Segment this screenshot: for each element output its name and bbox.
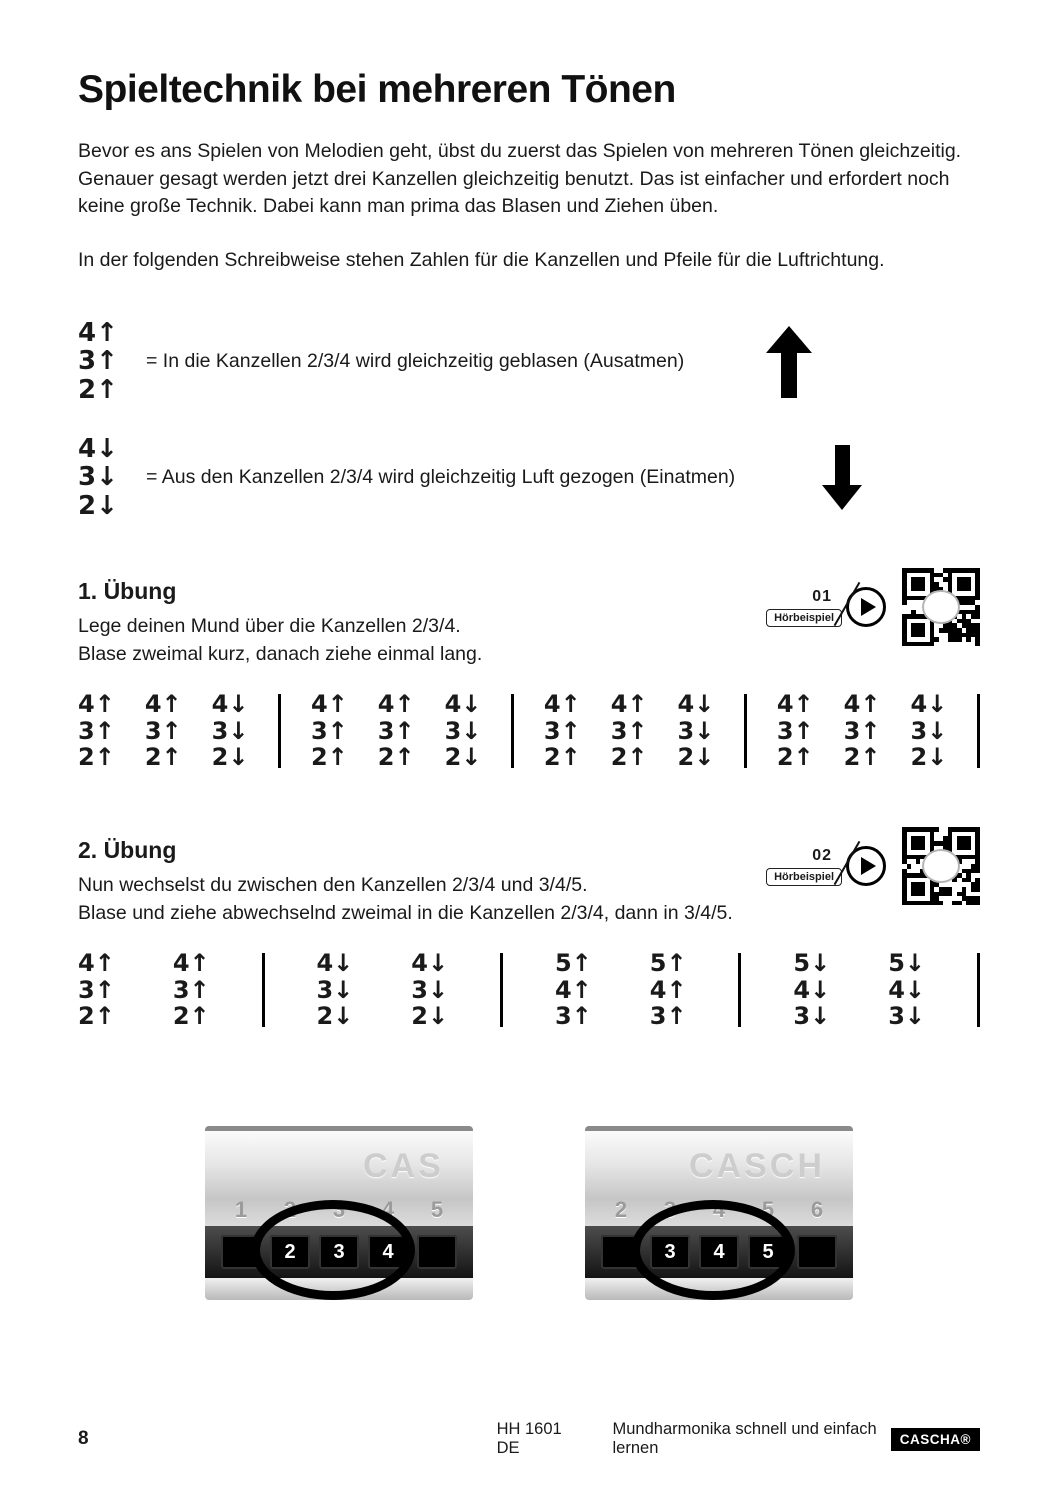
notation-cell: 4↑ <box>78 317 118 348</box>
chord-cell: 4↑ <box>78 689 115 718</box>
chord <box>910 691 947 772</box>
harmonica-hole <box>417 1235 457 1269</box>
barline <box>262 953 265 1028</box>
breath-up-arrow-icon <box>766 326 812 398</box>
intro-paragraph-1: Bevor es ans Spielen von Melodien geht, übst du zuerst das Spielen von mehreren Tönen gleichzeitig. Genauer gesagt werden jetzt drei Kanzellen gleichzeitig benutzt. Das ist einfacher und erfordert noch keine große Technik. Dabei kann man prima das Blasen und Ziehen üben. <box>78 140 962 218</box>
chord <box>555 950 592 1031</box>
chord <box>311 691 348 772</box>
highlight-ellipse <box>251 1200 415 1300</box>
hole-number: 6 <box>810 1197 824 1223</box>
chord-cell: 2↓ <box>411 1002 449 1031</box>
hole-label: 3 <box>664 1240 676 1263</box>
hole-number: 2 <box>283 1197 297 1223</box>
harmonica-hole <box>797 1235 837 1269</box>
chord-cell: 3↓ <box>910 716 948 745</box>
audio-badge-label: Hörbeispiel <box>766 868 842 886</box>
page-title: Spieltechnik bei mehreren Tönen <box>78 68 676 111</box>
exercise-1 <box>78 578 980 771</box>
measure <box>316 950 448 1031</box>
chord-cell: 3↓ <box>444 716 482 745</box>
hole-number: 5 <box>430 1197 444 1223</box>
chord <box>316 950 353 1031</box>
chord <box>678 691 715 772</box>
notation-stack <box>78 435 130 521</box>
exercise-1-text <box>78 578 482 668</box>
chord-cell: 2↑ <box>843 743 881 772</box>
chord-cell: 3↑ <box>610 716 648 745</box>
chord-cell: 3↓ <box>316 975 354 1004</box>
chord-cell: 2↓ <box>910 743 948 772</box>
notation-cell: 2↑ <box>78 374 118 405</box>
chord-cell: 3↓ <box>793 1002 831 1031</box>
legend-row <box>78 319 980 405</box>
chord-cell: 4↑ <box>172 948 210 977</box>
chord <box>145 691 182 772</box>
chord-cell: 4↑ <box>377 689 415 718</box>
chord-cell: 4↓ <box>211 689 249 718</box>
hole-number: 1 <box>234 1197 248 1223</box>
exercise-1-line-1: Lege deinen Mund über die Kanzellen 2/3/4. <box>78 615 461 638</box>
chord-cell: 3↑ <box>843 716 881 745</box>
chord-cell: 3↑ <box>649 1002 687 1031</box>
chord-cell: 4↓ <box>677 689 715 718</box>
legend-caption: = In die Kanzellen 2/3/4 wird gleichzeitig geblasen (Ausatmen) <box>146 350 685 373</box>
chord-cell: 2↑ <box>543 743 581 772</box>
chord <box>411 950 448 1031</box>
notation-legend <box>78 289 980 549</box>
chord-cell: 4↑ <box>554 975 592 1004</box>
measure <box>793 950 925 1031</box>
chord-cell: 5↓ <box>888 948 926 977</box>
measure <box>78 950 210 1031</box>
exercise-2-text <box>78 837 733 927</box>
legend-row <box>78 435 980 521</box>
chord-cell: 3↑ <box>144 716 182 745</box>
chord <box>544 691 581 772</box>
exercise-2-media <box>766 827 980 905</box>
notation-cell: 4↓ <box>78 433 118 464</box>
chord <box>445 691 482 772</box>
play-triangle-icon <box>861 598 876 616</box>
highlight-ellipse <box>631 1200 795 1300</box>
legend-caption: = Aus den Kanzellen 2/3/4 wird gleichzeitig Luft gezogen (Einatmen) <box>146 465 736 488</box>
chord-cell: 3↑ <box>310 716 348 745</box>
chord-cell: 4↓ <box>793 975 831 1004</box>
exercise-1-header <box>78 578 980 668</box>
hole-number: 4 <box>712 1197 726 1223</box>
measure <box>78 691 248 772</box>
chord-cell: 5↓ <box>793 948 831 977</box>
chord-cell: 2↑ <box>144 743 182 772</box>
chord-cell: 2↓ <box>316 1002 354 1031</box>
hole-number: 3 <box>663 1197 677 1223</box>
chord-cell: 3↑ <box>554 1002 592 1031</box>
hole-number: 4 <box>381 1197 395 1223</box>
chord-cell: 4↓ <box>444 689 482 718</box>
measure <box>555 950 687 1031</box>
chord-cell: 3↑ <box>377 716 415 745</box>
chord <box>793 950 830 1031</box>
chord-cell: 2↑ <box>172 1002 210 1031</box>
hole-label: 5 <box>762 1240 774 1263</box>
barline <box>738 953 741 1028</box>
exercise-2-notation <box>78 950 980 1031</box>
hole-label: 2 <box>284 1240 296 1263</box>
barline <box>500 953 503 1028</box>
chord-cell: 4↑ <box>610 689 648 718</box>
exercise-1-media <box>766 568 980 646</box>
chord <box>78 950 115 1031</box>
chord-cell: 3↓ <box>888 1002 926 1031</box>
hole-number: 5 <box>761 1197 775 1223</box>
qr-code <box>902 827 980 905</box>
chord-cell: 3↑ <box>78 975 115 1004</box>
audio-badge-label: Hörbeispiel <box>766 609 842 627</box>
footer-book-title: Mundharmonika schnell und einfach lernen <box>612 1420 877 1457</box>
chord-cell: 2↑ <box>776 743 814 772</box>
barline <box>977 694 980 769</box>
harmonica-photo <box>205 1126 473 1300</box>
audio-track-number: 02 <box>812 846 832 864</box>
chord <box>173 950 210 1031</box>
page-footer <box>78 1420 980 1458</box>
breath-down-arrow-icon <box>822 445 862 510</box>
chord <box>212 691 249 772</box>
play-triangle-icon <box>861 857 876 875</box>
hole-label: 4 <box>713 1240 725 1263</box>
chord-cell: 2↓ <box>677 743 715 772</box>
audio-badge-text <box>766 847 842 886</box>
publisher-logo: CASCHA® <box>891 1428 980 1451</box>
chord-cell: 4↓ <box>888 975 926 1004</box>
audio-badge-text <box>766 588 842 627</box>
chord-cell: 2↑ <box>78 743 115 772</box>
chord-cell: 5↑ <box>554 948 592 977</box>
notation-cell: 3↓ <box>78 462 118 493</box>
measure <box>777 691 947 772</box>
chord-cell: 3↑ <box>776 716 814 745</box>
chord-cell: 5↑ <box>649 948 687 977</box>
exercise-1-heading: 1. Übung <box>78 578 177 605</box>
notation-stack <box>78 319 130 405</box>
hole-number: 2 <box>614 1197 628 1223</box>
chord <box>378 691 415 772</box>
notation-cell: 2↓ <box>78 490 118 521</box>
exercise-2-line-2: Blase und ziehe abwechselnd zweimal in die Kanzellen 2/3/4, dann in 3/4/5. <box>78 902 733 924</box>
chord-cell: 2↑ <box>610 743 648 772</box>
hole-number: 3 <box>332 1197 346 1223</box>
chord-cell: 4↑ <box>843 689 881 718</box>
chord-cell: 3↑ <box>543 716 581 745</box>
harmonica-photo <box>585 1126 853 1300</box>
footer-product-code: HH 1601 DE <box>496 1420 562 1457</box>
chord-cell: 2↑ <box>377 743 415 772</box>
chord <box>650 950 687 1031</box>
exercise-1-notation <box>78 691 980 772</box>
hole-label: 4 <box>382 1240 394 1263</box>
audio-example-badge-2 <box>766 844 886 888</box>
page-number: 8 <box>78 1428 89 1449</box>
chord-cell: 4↓ <box>316 948 354 977</box>
exercise-2-header <box>78 837 980 927</box>
exercise-2 <box>78 837 980 1030</box>
chord-cell: 4↑ <box>144 689 182 718</box>
harmonica-brand: CAS <box>363 1147 444 1186</box>
chord-cell: 4↑ <box>543 689 581 718</box>
chord-cell: 4↑ <box>649 975 687 1004</box>
barline <box>977 953 980 1028</box>
exercise-1-line-2: Blase zweimal kurz, danach ziehe einmal lang. <box>78 643 483 665</box>
chord <box>888 950 925 1031</box>
measure <box>311 691 481 772</box>
audio-example-badge-1 <box>766 585 886 629</box>
chord <box>777 691 814 772</box>
chord-cell: 2↑ <box>310 743 348 772</box>
qr-code <box>902 568 980 646</box>
chord-cell: 4↑ <box>78 948 115 977</box>
barline <box>744 694 747 769</box>
chord-cell: 4↑ <box>776 689 814 718</box>
notation-cell: 3↑ <box>78 346 118 377</box>
exercise-2-heading: 2. Übung <box>78 837 177 864</box>
chord-cell: 4↓ <box>411 948 449 977</box>
chord-cell: 4↓ <box>910 689 948 718</box>
barline <box>511 694 514 769</box>
chord <box>844 691 881 772</box>
chord-cell: 3↑ <box>78 716 115 745</box>
hole-label: 3 <box>333 1240 345 1263</box>
chord-cell: 3↓ <box>211 716 249 745</box>
harmonica-brand: CASCH <box>689 1147 825 1186</box>
chord-cell: 2↑ <box>78 1002 115 1031</box>
chord-cell: 4↑ <box>310 689 348 718</box>
barline <box>278 694 281 769</box>
chord-cell: 2↓ <box>211 743 249 772</box>
chord <box>611 691 648 772</box>
measure <box>544 691 714 772</box>
chord-cell: 3↓ <box>411 975 449 1004</box>
chord-cell: 3↑ <box>172 975 210 1004</box>
chord-cell: 3↓ <box>677 716 715 745</box>
intro-paragraph-2: In der folgenden Schreibweise stehen Zahlen für die Kanzellen und Pfeile für die Luftrichtung. <box>78 249 885 272</box>
chord <box>78 691 115 772</box>
harmonica-photos <box>78 1126 980 1300</box>
chord-cell: 2↓ <box>444 743 482 772</box>
audio-track-number: 01 <box>812 587 832 605</box>
exercise-2-line-1: Nun wechselst du zwischen den Kanzellen 2/3/4 und 3/4/5. <box>78 874 588 897</box>
